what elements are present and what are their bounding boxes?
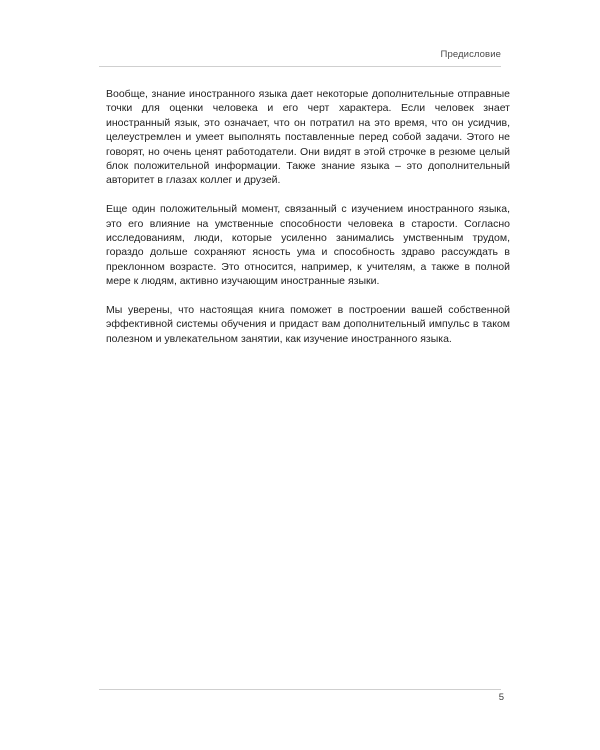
header-rule [99, 66, 501, 67]
paragraph: Мы уверены, что настоящая книга поможет в построении вашей собственной эффективной системы обучения и придаст вам дополнительный импульс в таком полезном и увлекательном занятии, как изучение иностранного языка. [106, 304, 510, 345]
paragraph: Вообще, знание иностранного языка дает некоторые дополнительные отправные точки для оценки человека и его черт характера. Если человек знает иностранный язык, это означает, что он потратил на это время, что он усидчив, целеустремлен и умеет выполнять поставленные перед собой задачи. Этого не говорят, но очень ценят работодатели. Они видят в этой строчке в резюме целый блок положительной информации. Также знание языка – это дополнительный авторитет в глазах коллег и друзей. [106, 88, 510, 187]
body-text [106, 87, 510, 361]
page-number: 5 [498, 692, 504, 703]
running-header-title: Предисловие [440, 49, 501, 60]
paragraph: Еще один положительный момент, связанный с изучением иностранного языка, это его влияние на умственные способности человека в старости. Согласно исследованиям, люди, которые усиленно занимались умственным трудом, гораздо дольше сохраняют ясность ума и способность здраво рассуждать в преклонном возрасте. Это относится, например, к учителям, а также в полной мере к людям, активно изучающим иностранные языки. [106, 203, 510, 288]
footer-rule [99, 689, 501, 690]
